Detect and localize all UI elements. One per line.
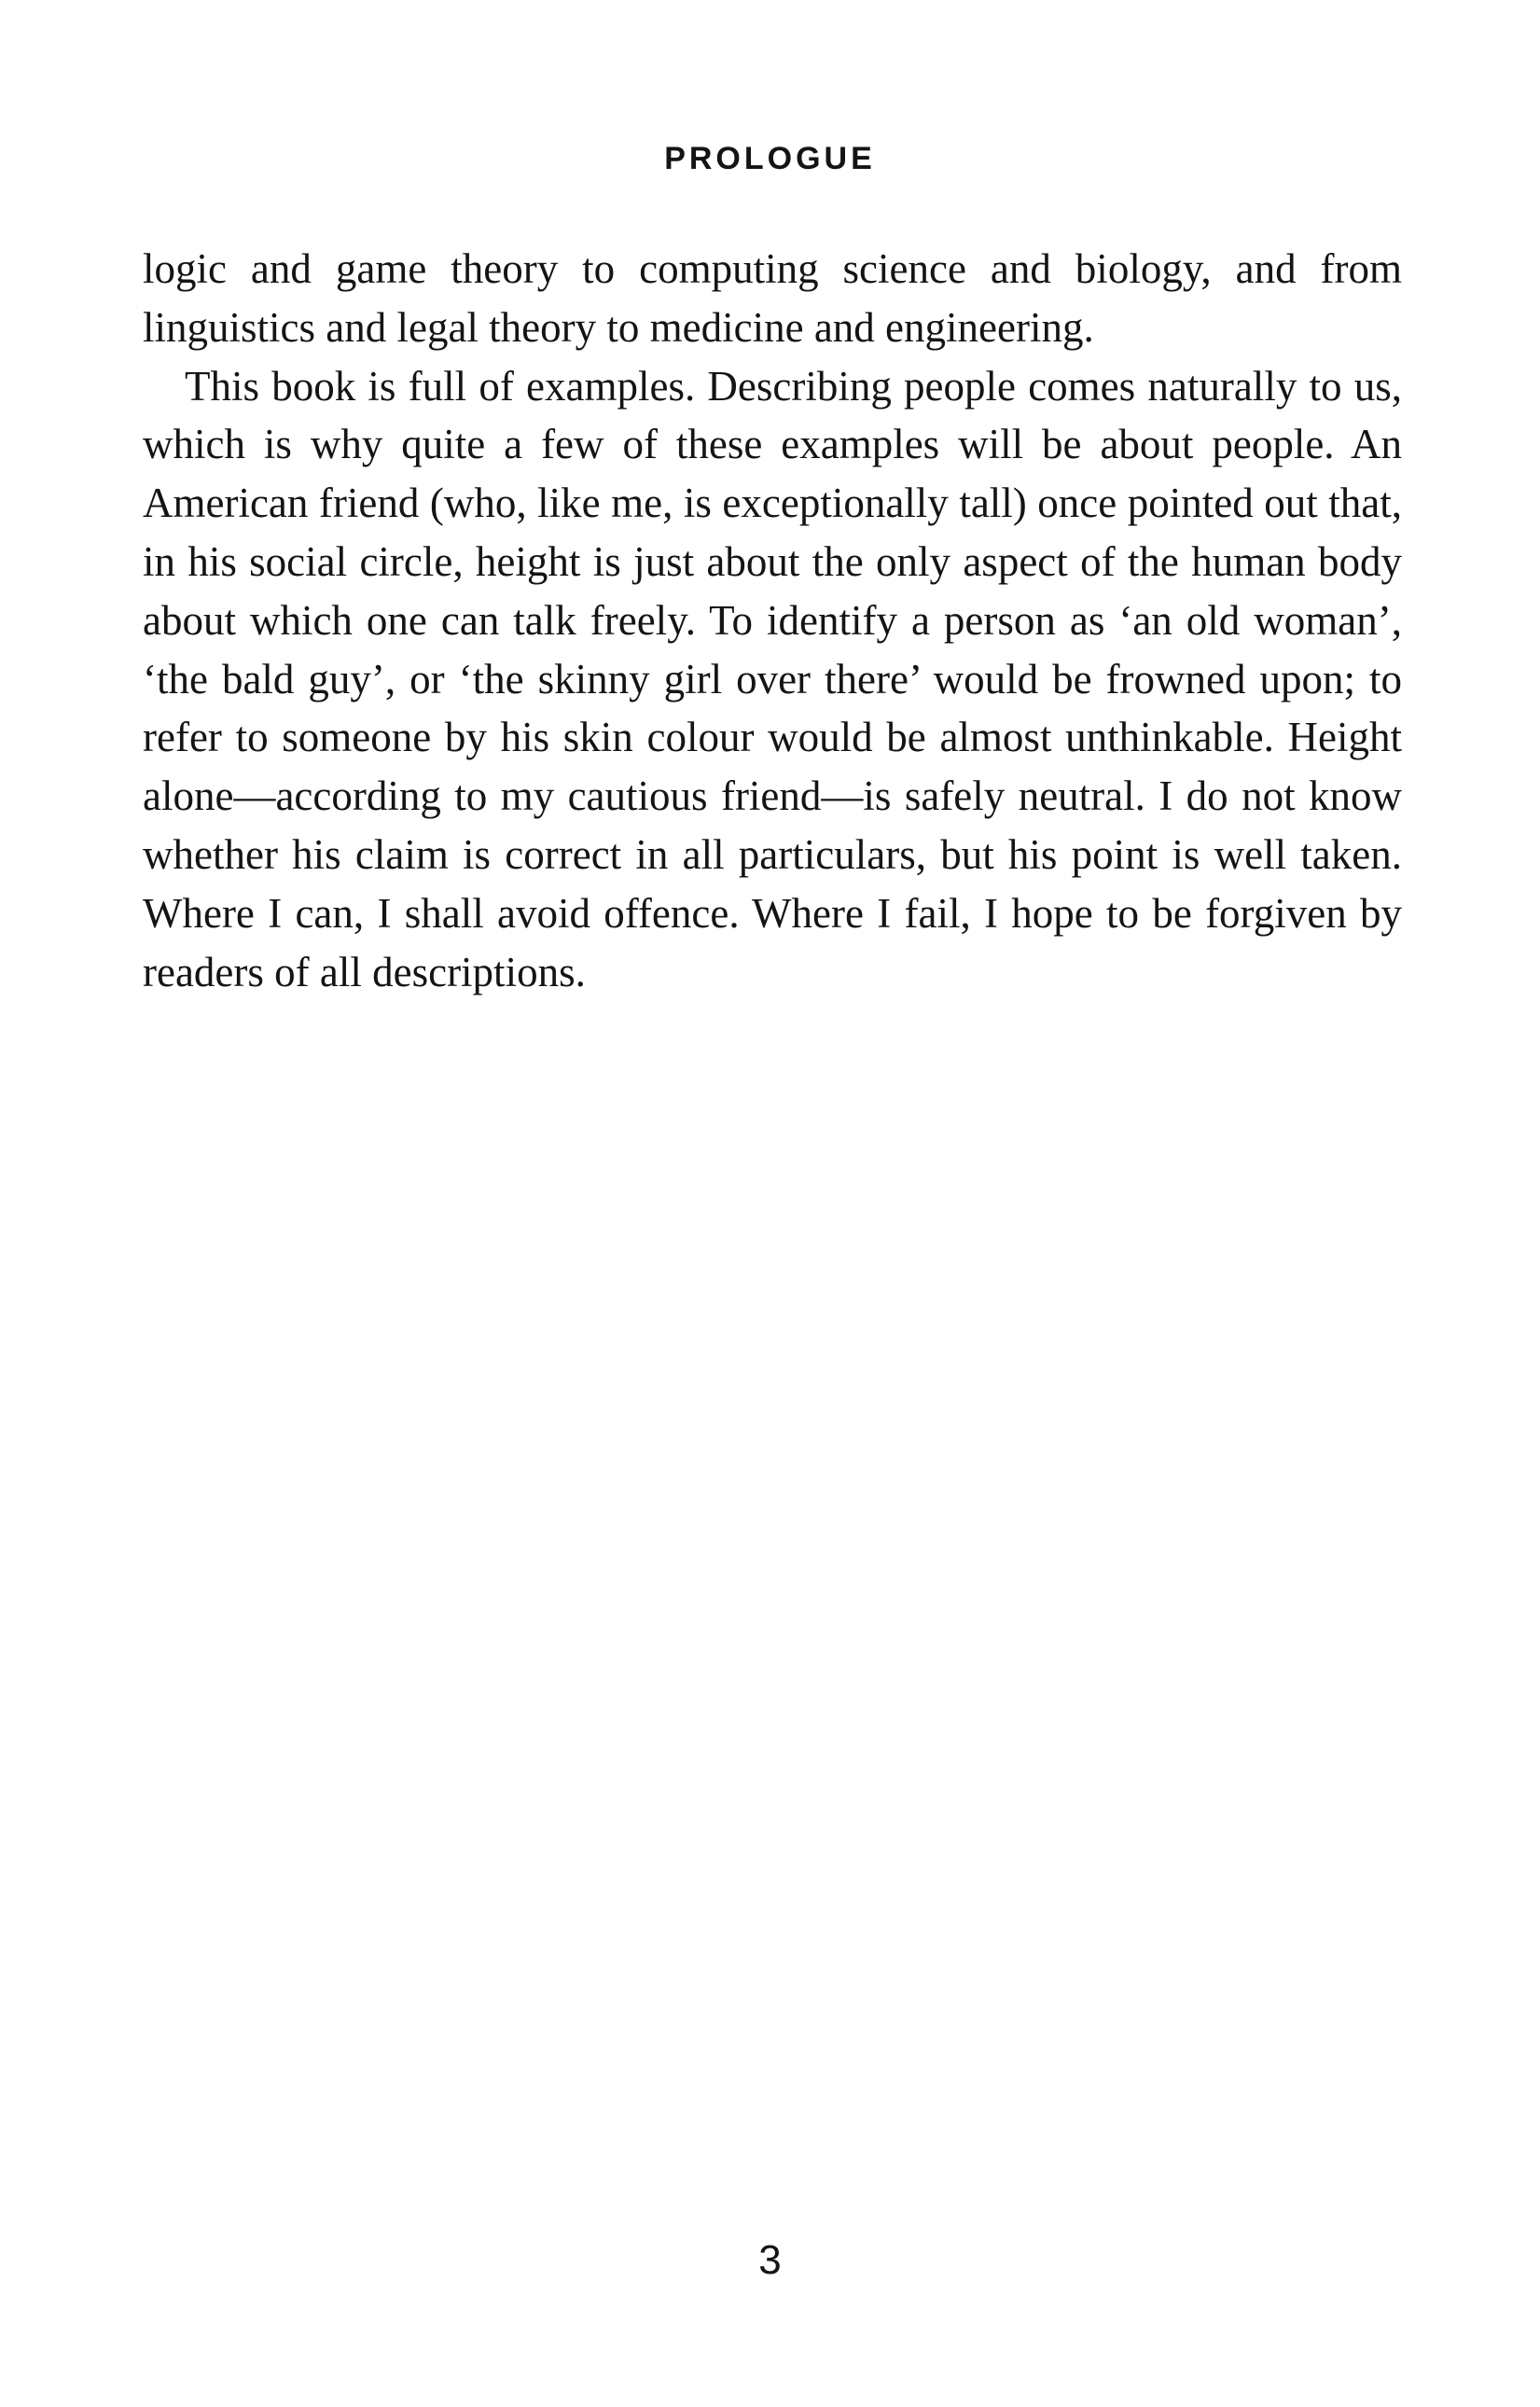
body-text [143, 240, 1402, 1001]
paragraph-examples: This book is full of examples. Describing people comes naturally to us, which is why quite a few of these examples will be about people. An American friend (who, like me, is exceptionally tall) once pointed out that, in his social circle, height is just about the only aspect of the human body about which one can talk freely. To identify a person as ‘an old woman’, ‘the bald guy’, or ‘the skinny girl over there’ would be frowned upon; to refer to someone by his skin colour would be almost unthinkable. Height alone—according to my cautious friend—is safely neutral. I do not know whether his claim is correct in all particulars, but his point is well taken. Where I can, I shall avoid offence. Where I fail, I hope to be forgiven by readers of all descriptions. [143, 362, 1402, 995]
paragraph-continued: logic and game theory to computing science and biology, and from linguistics and legal theory to medicine and engineering. [143, 245, 1402, 351]
running-head-title: PROLOGUE [664, 141, 876, 176]
page-number: 3 [758, 2237, 782, 2283]
